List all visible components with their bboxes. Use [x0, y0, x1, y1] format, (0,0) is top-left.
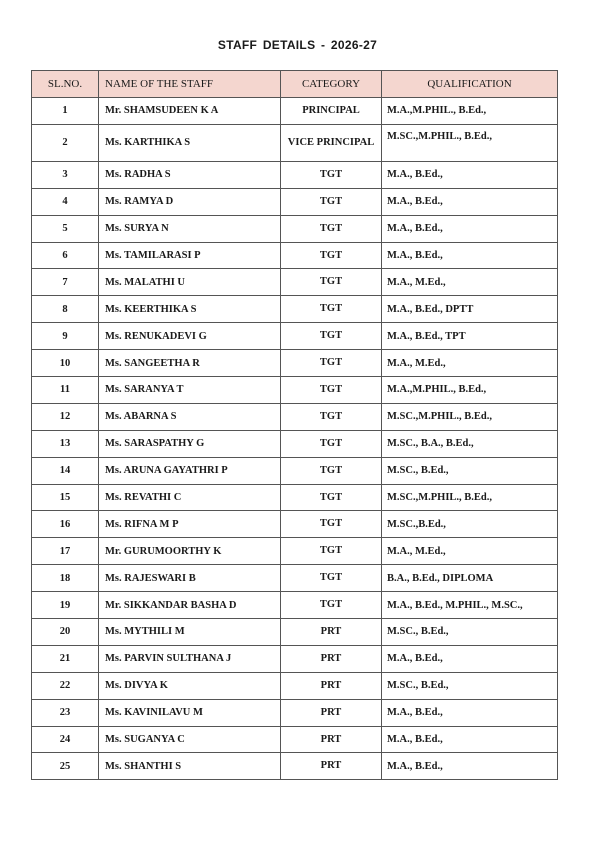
table-row: [32, 323, 558, 350]
table-row: [32, 269, 558, 296]
staff-name-cell: Mr. SHAMSUDEEN K A: [99, 98, 281, 125]
qualification-cell: M.SC., B.A., B.Ed.,: [382, 430, 558, 457]
staff-name-cell: Ms. ABARNA S: [99, 403, 281, 430]
sl-cell: 5: [32, 215, 99, 242]
category-cell: TGT: [281, 511, 382, 538]
staff-name-cell: Ms. MALATHI U: [99, 269, 281, 296]
sl-cell: 6: [32, 242, 99, 269]
sl-cell: 7: [32, 269, 99, 296]
table-row: [32, 592, 558, 619]
qualification-cell: M.A., B.Ed.,: [382, 188, 558, 215]
sl-cell: 23: [32, 699, 99, 726]
category-cell: TGT: [281, 538, 382, 565]
qualification-cell: M.SC.,B.Ed.,: [382, 511, 558, 538]
sl-cell: 10: [32, 350, 99, 377]
category-cell: PRT: [281, 753, 382, 780]
staff-name-cell: Ms. REVATHI C: [99, 484, 281, 511]
col-header-qualification: QUALIFICATION: [382, 71, 558, 98]
table-row: [32, 511, 558, 538]
qualification-cell: M.A., M.Ed.,: [382, 538, 558, 565]
staff-name-cell: Ms. RIFNA M P: [99, 511, 281, 538]
category-cell: TGT: [281, 403, 382, 430]
category-cell: PRT: [281, 726, 382, 753]
table-row: [32, 645, 558, 672]
staff-name-cell: Ms. ARUNA GAYATHRI P: [99, 457, 281, 484]
sl-cell: 11: [32, 377, 99, 404]
sl-cell: 9: [32, 323, 99, 350]
sl-cell: 21: [32, 645, 99, 672]
staff-name-cell: Ms. SARANYA T: [99, 377, 281, 404]
qualification-cell: M.A., B.Ed.,: [382, 753, 558, 780]
staff-name-cell: Ms. PARVIN SULTHANA J: [99, 645, 281, 672]
sl-cell: 20: [32, 619, 99, 646]
category-cell: TGT: [281, 592, 382, 619]
sl-cell: 12: [32, 403, 99, 430]
table-row: [32, 188, 558, 215]
qualification-cell: M.A.,M.PHIL., B.Ed.,: [382, 377, 558, 404]
staff-name-cell: Ms. MYTHILI M: [99, 619, 281, 646]
category-cell: TGT: [281, 484, 382, 511]
table-row: [32, 161, 558, 188]
qualification-cell: M.SC.,M.PHIL., B.Ed.,: [382, 403, 558, 430]
table-row: [32, 565, 558, 592]
category-cell: TGT: [281, 161, 382, 188]
qualification-cell: M.A., B.Ed., M.PHIL., M.SC.,: [382, 592, 558, 619]
staff-name-cell: Ms. DIVYA K: [99, 672, 281, 699]
sl-cell: 22: [32, 672, 99, 699]
sl-cell: 19: [32, 592, 99, 619]
table-row: [32, 726, 558, 753]
qualification-cell: M.SC.,M.PHIL., B.Ed.,: [382, 484, 558, 511]
category-cell: PRINCIPAL: [281, 98, 382, 125]
category-cell: VICE PRINCIPAL: [281, 124, 382, 161]
category-cell: TGT: [281, 188, 382, 215]
qualification-cell: M.SC., B.Ed.,: [382, 619, 558, 646]
qualification-cell: M.A., B.Ed.,: [382, 215, 558, 242]
table-row: [32, 457, 558, 484]
col-header-sl: SL.NO.: [32, 71, 99, 98]
table-row: [32, 296, 558, 323]
sl-cell: 16: [32, 511, 99, 538]
staff-name-cell: Ms. RENUKADEVI G: [99, 323, 281, 350]
sl-cell: 8: [32, 296, 99, 323]
sl-cell: 2: [32, 124, 99, 161]
staff-name-cell: Ms. KEERTHIKA S: [99, 296, 281, 323]
qualification-cell: M.A., B.Ed.,: [382, 726, 558, 753]
table-row: [32, 403, 558, 430]
sl-cell: 18: [32, 565, 99, 592]
sl-cell: 3: [32, 161, 99, 188]
sl-cell: 4: [32, 188, 99, 215]
qualification-cell: M.A., B.Ed.,: [382, 242, 558, 269]
sl-cell: 13: [32, 430, 99, 457]
category-cell: TGT: [281, 215, 382, 242]
qualification-cell: M.SC.,M.PHIL., B.Ed.,: [382, 124, 558, 161]
table-body: [32, 98, 558, 780]
category-cell: TGT: [281, 242, 382, 269]
category-cell: PRT: [281, 699, 382, 726]
table-row: [32, 377, 558, 404]
page-title: STAFF DETAILS - 2026-27: [217, 38, 378, 52]
qualification-cell: M.A.,M.PHIL., B.Ed.,: [382, 98, 558, 125]
table-row: [32, 242, 558, 269]
category-cell: TGT: [281, 269, 382, 296]
table-row: [32, 672, 558, 699]
staff-name-cell: Ms. SANGEETHA R: [99, 350, 281, 377]
sl-cell: 14: [32, 457, 99, 484]
qualification-cell: M.A., M.Ed.,: [382, 350, 558, 377]
qualification-cell: M.A., B.Ed.,: [382, 161, 558, 188]
staff-name-cell: Ms. KAVINILAVU M: [99, 699, 281, 726]
qualification-cell: M.A., B.Ed., TPT: [382, 323, 558, 350]
qualification-cell: B.A., B.Ed., DIPLOMA: [382, 565, 558, 592]
qualification-cell: M.A., B.Ed., DPTT: [382, 296, 558, 323]
category-cell: TGT: [281, 323, 382, 350]
sl-cell: 17: [32, 538, 99, 565]
qualification-cell: M.SC., B.Ed.,: [382, 672, 558, 699]
category-cell: TGT: [281, 350, 382, 377]
category-cell: TGT: [281, 377, 382, 404]
table-row: [32, 538, 558, 565]
qualification-cell: M.A., B.Ed.,: [382, 645, 558, 672]
table-row: [32, 215, 558, 242]
col-header-category: CATEGORY: [281, 71, 382, 98]
sl-cell: 24: [32, 726, 99, 753]
table-row: [32, 98, 558, 125]
table-row: [32, 430, 558, 457]
sl-cell: 1: [32, 98, 99, 125]
table-header-row: [32, 71, 558, 98]
staff-name-cell: Ms. KARTHIKA S: [99, 124, 281, 161]
qualification-cell: M.A., B.Ed.,: [382, 699, 558, 726]
staff-name-cell: Ms. RAMYA D: [99, 188, 281, 215]
staff-name-cell: Ms. SURYA N: [99, 215, 281, 242]
staff-name-cell: Ms. SHANTHI S: [99, 753, 281, 780]
sl-cell: 25: [32, 753, 99, 780]
category-cell: TGT: [281, 296, 382, 323]
table-row: [32, 484, 558, 511]
staff-name-cell: Ms. SARASPATHY G: [99, 430, 281, 457]
qualification-cell: M.SC., B.Ed.,: [382, 457, 558, 484]
table-row: [32, 753, 558, 780]
staff-name-cell: Ms. RAJESWARI B: [99, 565, 281, 592]
staff-name-cell: Mr. SIKKANDAR BASHA D: [99, 592, 281, 619]
table-row: [32, 124, 558, 161]
category-cell: PRT: [281, 672, 382, 699]
category-cell: PRT: [281, 619, 382, 646]
table-row: [32, 619, 558, 646]
sl-cell: 15: [32, 484, 99, 511]
category-cell: TGT: [281, 430, 382, 457]
staff-name-cell: Ms. SUGANYA C: [99, 726, 281, 753]
staff-table: [31, 70, 558, 780]
staff-name-cell: Ms. RADHA S: [99, 161, 281, 188]
category-cell: TGT: [281, 457, 382, 484]
qualification-cell: M.A., M.Ed.,: [382, 269, 558, 296]
category-cell: TGT: [281, 565, 382, 592]
col-header-name: NAME OF THE STAFF: [99, 71, 281, 98]
table-row: [32, 699, 558, 726]
table-row: [32, 350, 558, 377]
category-cell: PRT: [281, 645, 382, 672]
staff-name-cell: Mr. GURUMOORTHY K: [99, 538, 281, 565]
staff-name-cell: Ms. TAMILARASI P: [99, 242, 281, 269]
